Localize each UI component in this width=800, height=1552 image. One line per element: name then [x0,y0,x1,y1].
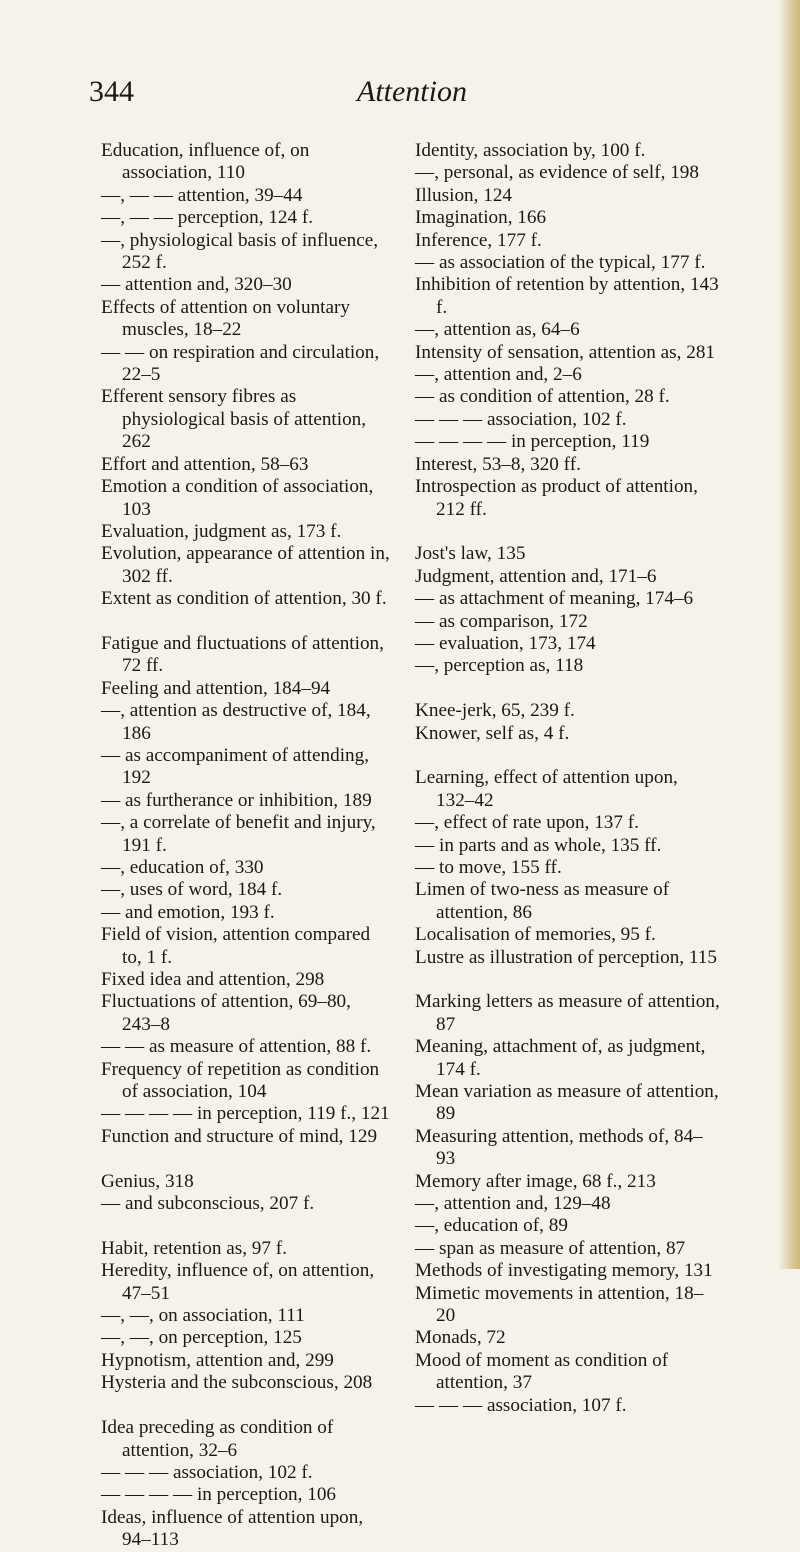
running-title: Attention [357,75,467,108]
index-entry: — — — association, 107 f. [415,1394,627,1416]
index-entry: — — — association, 102 f. [415,408,627,430]
index-entry: Field of vision, attention compared to, 1 f. [101,924,371,968]
index-entry: Fluctuations of attention, 69–80, 243–8 [101,991,351,1035]
index-entry: Evaluation, judgment as, 173 f. [101,520,342,542]
index-entry: —, —, on perception, 125 [101,1327,302,1349]
index-entry: Knower, self as, 4 f. [415,722,570,744]
index-entry: Localisation of memories, 95 f. [415,924,656,946]
index-entry: —, attention as, 64–6 [415,319,580,341]
index-entry: —, personal, as evidence of self, 198 [415,162,699,184]
index-entry: — as accompaniment of attending, 192 [101,744,370,789]
index-entry: Hypnotism, attention and, 299 [101,1349,334,1371]
section-gap [101,1215,391,1237]
index-entry: —, — — attention, 39–44 [101,184,303,206]
index-entry: Introspection as product of attention, 212 ff. [415,476,698,520]
index-entry: — — as measure of attention, 88 f. [101,1036,372,1058]
index-column-right [415,140,720,1417]
index-entry: — to move, 155 ff. [415,856,562,878]
index-entry: — — — — in perception, 119 [415,431,650,453]
index-column-left [101,140,391,1552]
index-entry: —, uses of word, 184 f. [101,879,283,901]
section-gap [415,678,720,700]
index-entry: Heredity, influence of, on attention, 47–51 [101,1260,375,1304]
index-entry: Measuring attention, methods of, 84–93 [415,1125,703,1170]
index-entry: Lustre as illustration of perception, 115 [415,946,717,968]
index-entry: — — — — in perception, 119 f., 121 [101,1103,390,1125]
index-entry: Memory after image, 68 f., 213 [415,1170,656,1192]
index-entry: Efferent sensory fibres as physiological basis of attention, 262 [101,386,367,453]
index-entry: Learning, effect of attention upon, 132–42 [415,767,678,811]
index-entry: Methods of investigating memory, 131 [415,1260,713,1282]
index-entry: —, perception as, 118 [415,655,584,677]
index-entry: —, attention and, 129–48 [415,1193,611,1215]
index-entry: Inhibition of retention by attention, 143 f. [415,274,719,318]
index-entry: Education, influence of, on association, 110 [101,140,310,184]
index-entry: — as condition of attention, 28 f. [415,386,670,408]
index-entry: Jost's law, 135 [415,543,526,565]
section-gap [415,969,720,991]
index-entry: — as comparison, 172 [415,610,588,632]
index-entry: Imagination, 166 [415,207,547,229]
section-gap [415,521,720,543]
index-entry: —, — — perception, 124 f. [101,207,314,229]
index-entry: — as furtherance or inhibition, 189 [101,789,372,811]
index-entry: Habit, retention as, 97 f. [101,1237,287,1259]
index-entry: Fixed idea and attention, 298 [101,969,325,991]
index-entry: Intensity of sensation, attention as, 281 [415,341,716,363]
section-gap [101,611,391,633]
index-entry: —, physiological basis of influence, 252 f. [101,229,379,274]
index-entry: Effort and attention, 58–63 [101,453,309,475]
index-entry: —, attention as destructive of, 184, 186 [101,700,371,744]
page-header [89,74,709,114]
index-entry: Illusion, 124 [415,184,513,206]
index-entry: — and emotion, 193 f. [101,901,275,923]
index-entry: Judgment, attention and, 171–6 [415,565,657,587]
index-entry: Frequency of repetition as condition of association, 104 [101,1058,380,1103]
index-entry: Mood of moment as condition of attention, 37 [415,1349,669,1394]
index-entry: Emotion a condition of association, 103 [101,476,374,520]
section-gap [101,1148,391,1170]
index-entry: —, education of, 89 [415,1215,568,1237]
index-entry: Idea preceding as condition of attention, 32–6 [101,1417,334,1461]
index-entry: Hysteria and the subconscious, 208 [101,1372,373,1394]
index-entry: Interest, 53–8, 320 ff. [415,453,581,475]
index-entry: Feeling and attention, 184–94 [101,677,331,699]
index-entry: Extent as condition of attention, 30 f. [101,588,387,610]
index-entry: Inference, 177 f. [415,229,542,251]
index-entry: — as attachment of meaning, 174–6 [415,588,694,610]
page-number: 344 [89,75,134,108]
section-gap [415,745,720,767]
index-entry: — attention and, 320–30 [101,274,292,296]
index-entry: Function and structure of mind, 129 [101,1125,378,1147]
index-entry: — and subconscious, 207 f. [101,1193,315,1215]
index-entry: Genius, 318 [101,1170,194,1192]
index-entry: Identity, association by, 100 f. [415,140,646,161]
index-entry: — evaluation, 173, 174 [415,632,596,654]
index-entry: —, —, on association, 111 [101,1305,305,1327]
index-entry: Ideas, influence of attention upon, 94–113 [101,1506,364,1551]
index-entry: — in parts and as whole, 135 ff. [415,834,662,856]
index-entry: Limen of two-ness as measure of attention, 86 [415,879,670,923]
index-entry: Knee-jerk, 65, 239 f. [415,700,575,722]
index-entry: —, education of, 330 [101,856,264,878]
index-entry: — span as measure of attention, 87 [415,1237,686,1259]
index-entry: Mimetic movements in attention, 18–20 [415,1282,704,1327]
index-entry: Meaning, attachment of, as judgment, 174 f. [415,1036,706,1080]
index-entry: Monads, 72 [415,1327,506,1349]
section-gap [101,1395,391,1417]
page-edge-shadow [778,0,800,1269]
index-entry: — — on respiration and circulation, 22–5 [101,341,380,386]
index-entry: — — — — in perception, 106 [101,1484,337,1506]
index-entry: —, effect of rate upon, 137 f. [415,812,639,834]
index-entry: —, a correlate of benefit and injury, 191 f. [101,812,376,856]
index-entry: — — — association, 102 f. [101,1461,313,1483]
index-entry: Evolution, appearance of attention in, 302 ff. [101,543,390,587]
index-entry: Mean variation as measure of attention, 89 [415,1081,719,1125]
index-entry: —, attention and, 2–6 [415,364,582,386]
index-entry: Marking letters as measure of attention, 87 [415,991,720,1035]
index-entry: Fatigue and fluctuations of attention, 72 ff. [101,632,384,677]
index-entry: Effects of attention on voluntary muscles, 18–22 [101,296,351,341]
index-entry: — as association of the typical, 177 f. [415,252,706,274]
